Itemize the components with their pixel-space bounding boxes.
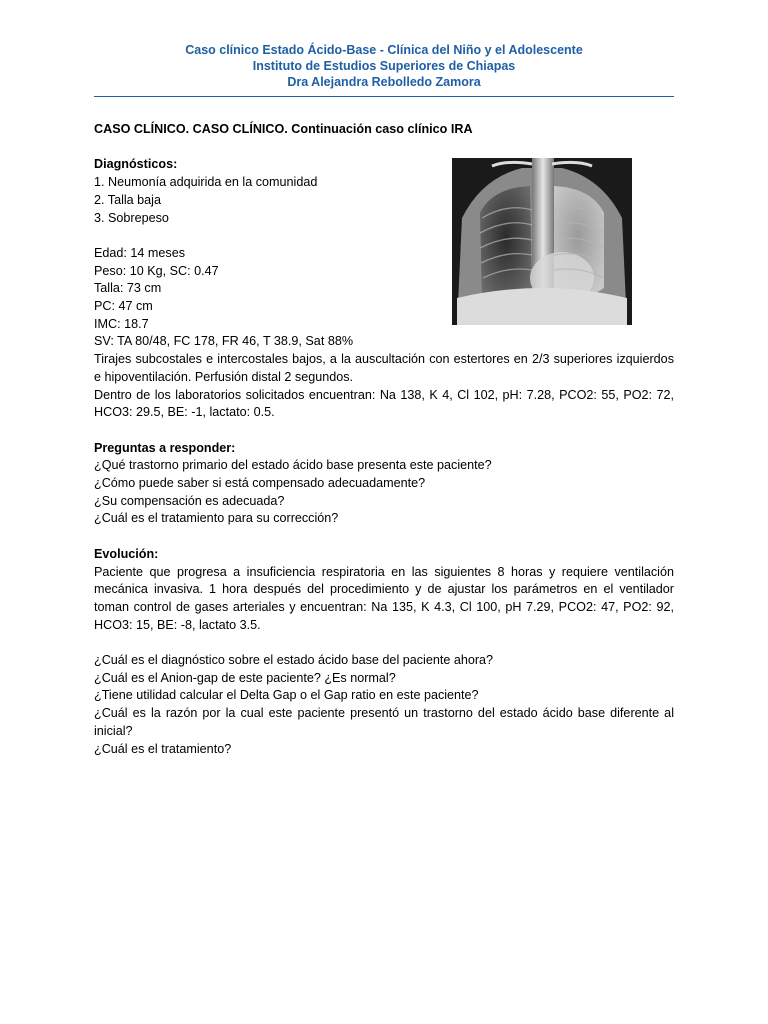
- question-item: ¿Qué trastorno primario del estado ácido base presenta este paciente?: [94, 458, 492, 473]
- physical-exam-text: Tirajes subcostales e intercostales bajos, a la auscultación con estertores en 2/3 superiores izquierdos e hipoventilación. Perfusión distal 2 segundos.: [94, 352, 674, 384]
- followup-question: ¿Cuál es la razón por la cual este paciente presentó un trastorno del estado ácido base diferente al inicial?: [94, 706, 674, 738]
- question-item: ¿Cómo puede saber si está compensado adecuadamente?: [94, 476, 426, 491]
- vital-age: Edad: 14 meses: [94, 245, 186, 260]
- diagnosis-item: 3. Sobrepeso: [94, 210, 169, 225]
- evolution-heading: Evolución:: [94, 546, 159, 561]
- question-item: ¿Cuál es el tratamiento para su corrección?: [94, 511, 339, 526]
- header-divider: [94, 96, 674, 97]
- followup-question: ¿Cuál es el tratamiento?: [94, 741, 232, 756]
- followup-question: ¿Cuál es el Anion-gap de este paciente? ¿Es normal?: [94, 670, 396, 685]
- vital-bmi: IMC: 18.7: [94, 316, 149, 331]
- document-header: [0, 42, 768, 90]
- diagnosis-item: 2. Talla baja: [94, 192, 161, 207]
- header-course-title: Caso clínico Estado Ácido-Base - Clínica del Niño y el Adolescente: [185, 43, 583, 57]
- vital-height: Talla: 73 cm: [94, 281, 162, 296]
- case-title: CASO CLÍNICO. CASO CLÍNICO. Continuación caso clínico IRA: [94, 122, 473, 136]
- questions-heading: Preguntas a responder:: [94, 440, 236, 455]
- header-author: Dra Alejandra Rebolledo Zamora: [287, 75, 481, 89]
- vital-signs: SV: TA 80/48, FC 178, FR 46, T 38.9, Sat 88%: [94, 334, 354, 349]
- question-item: ¿Su compensación es adecuada?: [94, 493, 285, 508]
- vital-weight: Peso: 10 Kg, SC: 0.47: [94, 263, 219, 278]
- followup-question: ¿Cuál es el diagnóstico sobre el estado ácido base del paciente ahora?: [94, 653, 494, 668]
- header-institute: Instituto de Estudios Superiores de Chiapas: [252, 59, 516, 73]
- diagnoses-heading: Diagnósticos:: [94, 157, 178, 172]
- vital-head-circumference: PC: 47 cm: [94, 299, 153, 313]
- evolution-text: Paciente que progresa a insuficiencia respiratoria en las siguientes 8 horas y requiere ventilación mecánica invasiva. 1 hora después del procedimiento y de ajustar los parámetros en el ventilador toman control de gases arteriales y encuentran: Na 135, K 4.3, Cl 100, pH 7.29, PCO2: 47, PO2: 92, HCO3: 15, BE: -8, lactato 3.5.: [94, 564, 674, 632]
- diagnosis-item: 1. Neumonía adquirida en la comunidad: [94, 175, 318, 190]
- labs-text: Dentro de los laboratorios solicitados encuentran: Na 138, K 4, Cl 102, pH: 7.28, PCO2: 55, PO2: 72, HCO3: 29.5, BE: -1, lactato: 0.5.: [94, 387, 674, 420]
- case-body: [94, 121, 674, 758]
- followup-question: ¿Tiene utilidad calcular el Delta Gap o el Gap ratio en este paciente?: [94, 688, 479, 703]
